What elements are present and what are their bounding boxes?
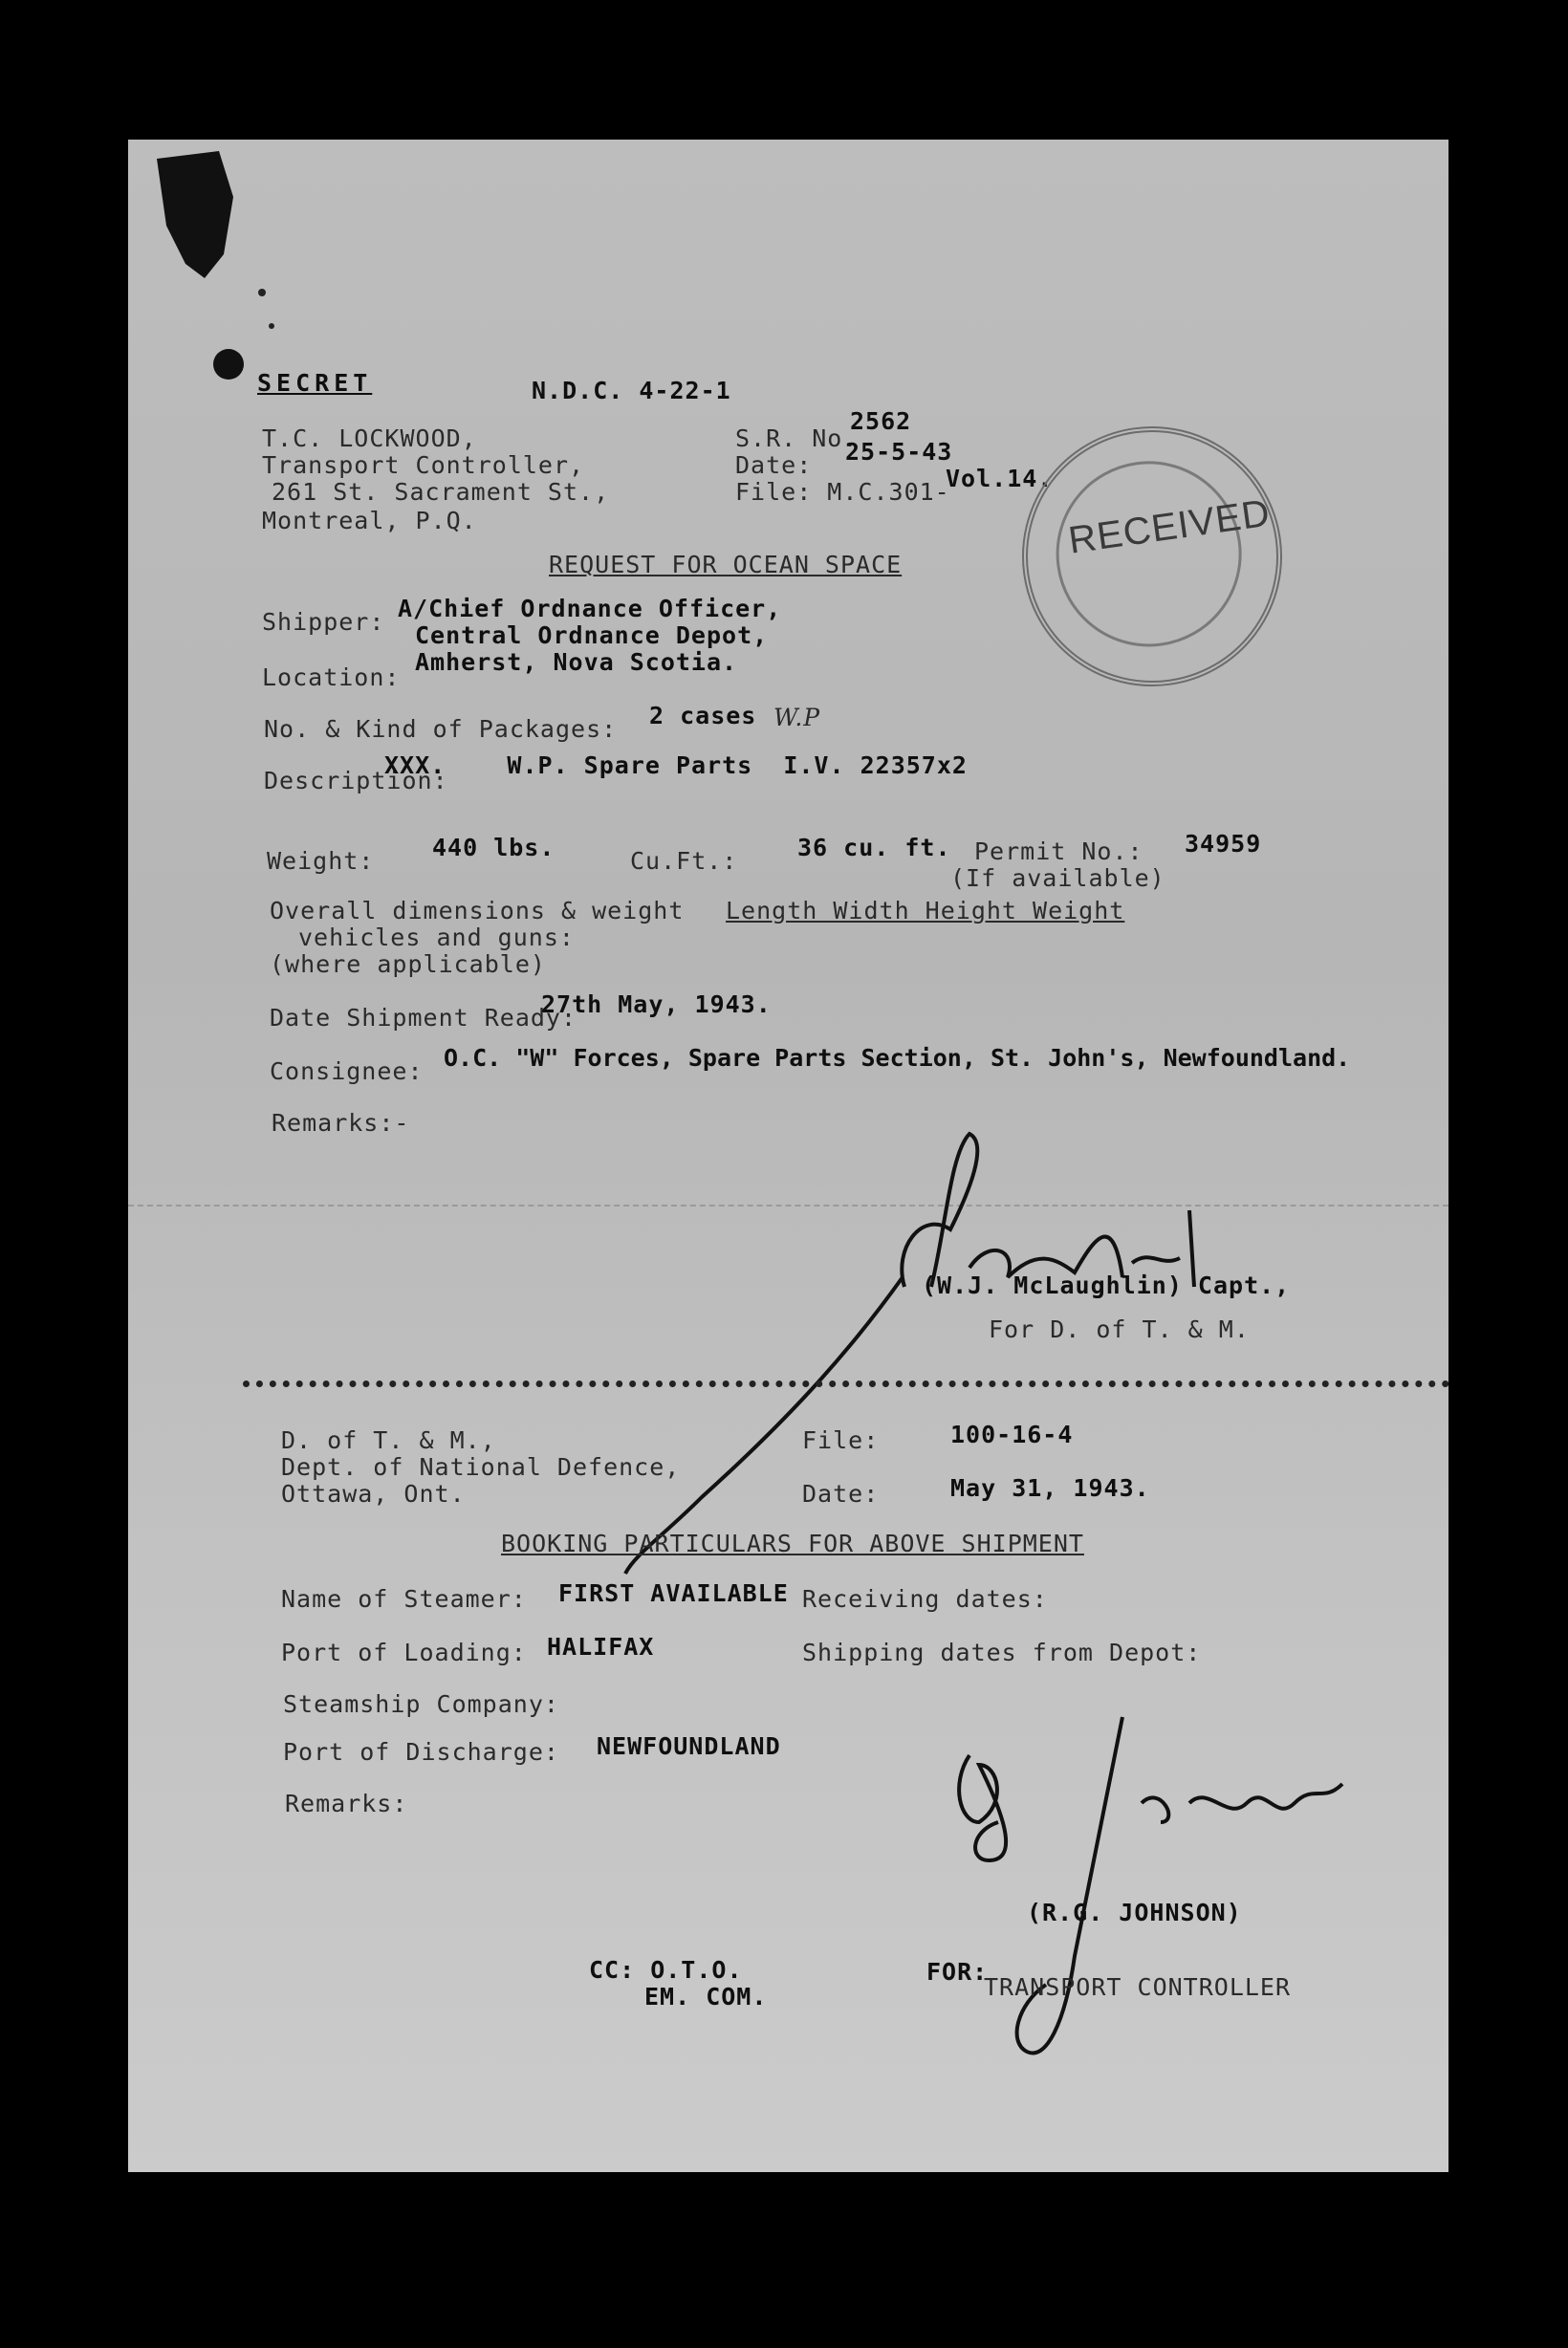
company-label: Steamship Company: (283, 1690, 559, 1718)
steamer-label: Name of Steamer: (281, 1585, 527, 1613)
consignee-label: Consignee: (270, 1057, 424, 1085)
shipping-label: Shipping dates from Depot: (802, 1639, 1202, 1666)
date-label: Date: (735, 451, 813, 479)
packages-value: 2 cases (649, 702, 757, 729)
file-label: File: M.C.301- (735, 478, 950, 506)
sr-label: S.R. No. (735, 424, 859, 452)
cuft-value: 36 cu. ft. (797, 834, 951, 861)
to-line-2: Dept. of National Defence, (281, 1453, 681, 1481)
booking-date-label: Date: (802, 1480, 880, 1508)
for-label: FOR: (926, 1958, 989, 1986)
cuft-label: Cu.Ft.: (630, 847, 738, 875)
overall-columns: Length Width Height Weight (726, 897, 1125, 924)
packages-note: W.P (773, 704, 821, 731)
ready-label: Date Shipment Ready: (270, 1004, 577, 1032)
date-value: 25-5-43 (845, 438, 953, 466)
weight-label: Weight: (267, 847, 375, 875)
classification: SECRET (257, 369, 373, 397)
loading-value: HALIFAX (547, 1633, 655, 1661)
sr-value: 2562 (850, 407, 912, 435)
file-volume: Vol.14. (946, 465, 1054, 492)
booking-file-value: 100-16-4 (950, 1421, 1074, 1448)
remarks-label: Remarks:- (272, 1109, 410, 1137)
signature-johnson (128, 140, 1448, 2172)
ready-value: 27th May, 1943. (541, 990, 772, 1018)
stamp-text: RECEIVED (1065, 491, 1274, 562)
reference-number: N.D.C. 4-22-1 (532, 377, 731, 404)
permit-note: (If available) (950, 864, 1165, 892)
from-line-2: Transport Controller, (262, 451, 585, 479)
document-page (128, 140, 1448, 2172)
shipper-line-2: Central Ordnance Depot, (415, 621, 769, 649)
from-line-3: 261 St. Sacrament St., (272, 478, 610, 506)
overall-label: Overall dimensions & weight (270, 897, 685, 924)
overall-label-3: (where applicable) (270, 950, 546, 978)
discharge-label: Port of Discharge: (283, 1738, 559, 1766)
receiving-label: Receiving dates: (802, 1585, 1048, 1613)
description-label: Description: (264, 767, 448, 794)
booking-file-label: File: (802, 1426, 880, 1454)
to-line-1: D. of T. & M., (281, 1426, 496, 1454)
booking-remarks-label: Remarks: (285, 1790, 408, 1817)
location-label: Location: (262, 663, 401, 691)
request-title: REQUEST FOR OCEAN SPACE (549, 551, 903, 578)
from-line-4: Montreal, P.Q. (262, 507, 477, 534)
signer-for: For D. of T. & M. (989, 1315, 1250, 1343)
shipper-label: Shipper: (262, 608, 385, 636)
signer-name: (W.J. McLaughlin) Capt., (922, 1272, 1291, 1299)
consignee-value: O.C. "W" Forces, Spare Parts Section, St. John's, Newfoundland. (444, 1044, 1351, 1072)
steamer-value: FIRST AVAILABLE (558, 1579, 789, 1607)
weight-value: 440 lbs. (432, 834, 555, 861)
overall-label-2: vehicles and guns: (298, 924, 575, 951)
description-value: XXX. W.P. Spare Parts I.V. 22357x2 (384, 751, 968, 779)
shipper-line-1: A/Chief Ordnance Officer, (398, 595, 782, 622)
permit-label: Permit No.: (974, 837, 1143, 865)
cc-label: CC: O.T.O. (589, 1956, 743, 1984)
shipper-line-3: Amherst, Nova Scotia. (415, 648, 738, 676)
from-line-1: T.C. LOCKWOOD, (262, 424, 477, 452)
booking-signer: (R.G. JOHNSON) (1027, 1899, 1242, 1926)
booking-date-value: May 31, 1943. (950, 1474, 1150, 1502)
permit-value: 34959 (1185, 830, 1262, 858)
to-line-3: Ottawa, Ont. (281, 1480, 466, 1508)
booking-title: BOOKING PARTICULARS FOR ABOVE SHIPMENT (501, 1530, 1084, 1557)
discharge-value: NEWFOUNDLAND (597, 1732, 781, 1760)
transport-controller: TRANSPORT CONTROLLER (984, 1973, 1292, 2001)
loading-label: Port of Loading: (281, 1639, 527, 1666)
packages-label: No. & Kind of Packages: (264, 715, 618, 743)
cc-line-2: EM. COM. (644, 1983, 768, 2011)
